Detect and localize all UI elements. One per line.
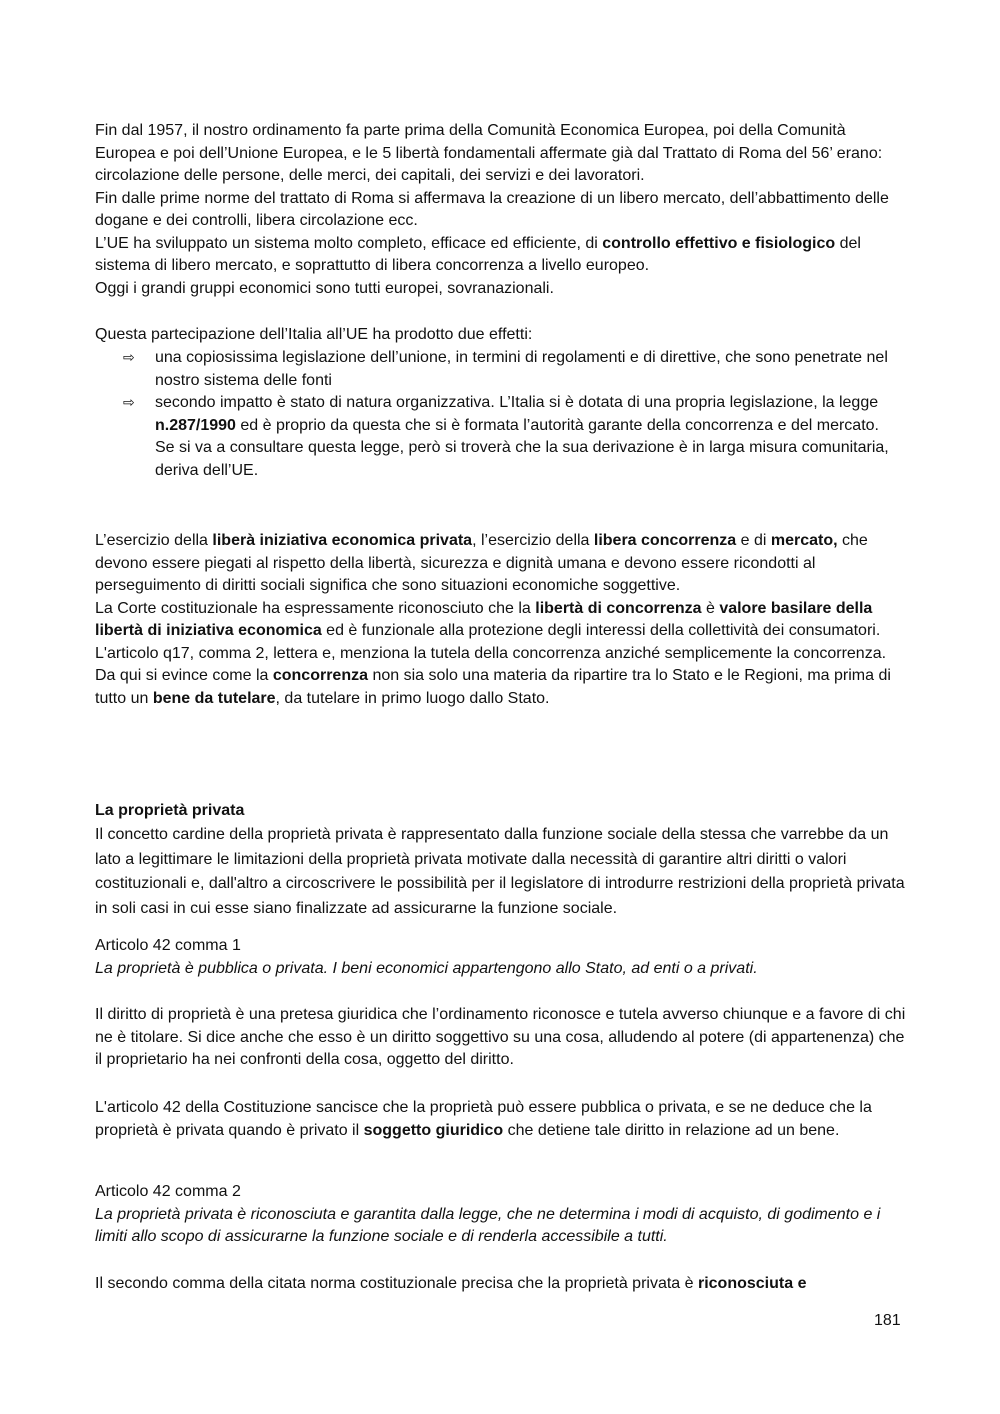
- article-42-2: [95, 1181, 907, 1249]
- article-label: Articolo 42 comma 2: [95, 1183, 241, 1200]
- effects-intro: Questa partecipazione dell’Italia all’UE ha prodotto due effetti:: [95, 326, 533, 343]
- intro-line-2: Fin dalle prime norme del trattato di Roma si affermava la creazione di un libero mercato, dell’abbattimento delle dogane e dei controlli, libera circolazione ecc.: [95, 189, 889, 229]
- list-item: ⇨ secondo impatto è stato di natura organizzativa. L’Italia si è dotata di una propria legislazione, la legge n.287/1990 ed è proprio da questa che si è formata l’autorità garante della concorrenza e del mercato. Se si va a consultare questa legge, però si troverà che la sua derivazione è in larga misura comunitaria, deriva dell’UE.: [123, 394, 889, 479]
- article-quote: La proprietà privata è riconosciuta e garantita dalla legge, che ne determina i modi di acquisto, di godimento e i limiti allo scopo di assicurarne la funzione sociale e di renderla accessibile a tutti.: [95, 1205, 881, 1245]
- article-label: Articolo 42 comma 1: [95, 937, 241, 954]
- intro-line-3: L’UE ha sviluppato un sistema molto completo, efficace ed efficiente, di controllo effettivo e fisiologico del sistema di libero mercato, e soprattutto di libera concorrenza a livello europeo.: [95, 234, 861, 274]
- intro-line-4: Oggi i grandi gruppi economici sono tutti europei, sovranazionali.: [95, 279, 554, 297]
- intro-line-1: Fin dal 1957, il nostro ordinamento fa parte prima della Comunità Economica Europea, poi della Comunità Europea e poi dell’Unione Europea, e le 5 libertà fondamentali affermate già dal Trattato di Roma del 56’ erano: circolazione delle persone, delle merci, dei capitali, dei servizi e dei lavoratori.: [95, 122, 883, 184]
- article-42-explanation: L'articolo 42 della Costituzione sancisce che la proprietà può essere pubblica o privata, e se ne deduce che la proprietà è privata quando è privato il soggetto giuridico che detiene tale diritto in relazione ad un bene.: [95, 1099, 872, 1139]
- emphasis: controllo effettivo e fisiologico: [602, 234, 836, 252]
- article-42-1: [95, 935, 907, 980]
- intro-paragraph: [95, 120, 907, 300]
- arrow-right-icon: ⇨: [123, 395, 135, 411]
- article-quote: La proprietà è pubblica o privata. I beni economici appartengono allo Stato, ad enti o a privati.: [95, 959, 758, 977]
- competition-paragraph: L’esercizio della liberà iniziativa economica privata, l’esercizio della libera concorrenza e di mercato, che devono essere piegati al rispetto della libertà, sicurezza e dignità umana e devono essere ricondotti al perseguimento di diritti sociali significa che sono situazioni economiche soggettive. La Corte costituzionale ha espressamente riconosciuto che la libertà di concorrenza è valore basilare della libertà di iniziativa economica ed è funzionale alla protezione degli interessi della collettività dei consumatori. L'articolo q17, comma 2, lettera e, menziona la tutela della concorrenza anziché semplicemente la concorrenza. Da qui si evince come la concorrenza non sia solo una materia da ripartire tra lo Stato e le Regioni, ma prima di tutto un bene da tutelare, da tutelare in primo luogo dallo Stato.: [95, 532, 891, 707]
- property-definition: Il diritto di proprietà è una pretesa giuridica che l’ordinamento riconosce e tutela avverso chiunque e a favore di chi ne è titolare. Si dice anche che esso è un diritto soggettivo su una cosa, alludendo al potere (di appartenenza) che il proprietario ha nei confronti della cosa, oggetto del diritto.: [95, 1006, 906, 1068]
- effects-list: [123, 347, 905, 482]
- list-item: ⇨ una copiosissima legislazione dell’unione, in termini di regolamenti e di direttive, che sono penetrate nel nostro sistema delle fonti: [123, 349, 888, 389]
- second-comma-paragraph: Il secondo comma della citata norma costituzionale precisa che la proprietà privata è riconosciuta e: [95, 1275, 807, 1292]
- arrow-right-icon: ⇨: [123, 350, 135, 366]
- page-number: 181: [874, 1312, 901, 1329]
- property-intro: Il concetto cardine della proprietà privata è rappresentato dalla funzione sociale della stessa che varrebbe da un lato a legittimare le limitazioni della proprietà privata motivate dalla necessità di garantire altri diritti o valori costituzionali e, dall'altro a circoscrivere le possibilità per il legislatore di introdurre restrizioni della proprietà privata in soli casi in cui esse siano finalizzate ad assicurarne la funzione sociale.: [95, 826, 905, 917]
- section-heading: La proprietà privata: [95, 802, 245, 819]
- emphasis: n.287/1990: [155, 416, 236, 434]
